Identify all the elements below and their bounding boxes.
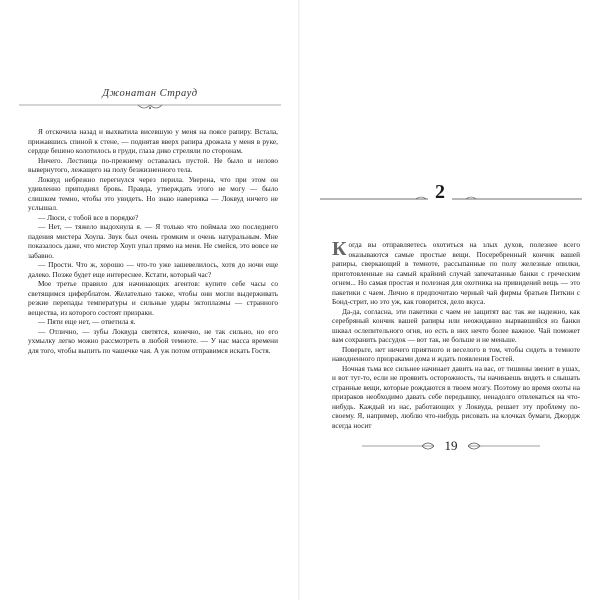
paragraph: Да-да, согласна, эти пакетики с чаем не защитят вас так же надежно, как серебряный кончик вашей рапиры или неожиданно вырвавшийся из банки шквал ослепительного огня, но есть в них нечто более важное. Чай поможет вам сохранить рассудок — вот так, не больше и не меньше. xyxy=(332,306,580,344)
page-number: 19 xyxy=(434,438,468,454)
paragraph: Поверьте, нет ничего приятного и веселого в том, чтобы сидеть в темноте наводненного призраками дома и ждать появления Гостей. xyxy=(332,344,580,363)
paragraph: Ночная тьма все сильнее начинает давить на вас, от тишины звенит в ушах, и вот тут-то, если не проявить осторожность, ты начинаешь видеть и слышать странные вещи, которые рождаются в твоем мозгу. Поэтому во время охоты на призраков необходимо давать себе передышку, ненадолго отвлекаться на что-нибудь. Каждый из нас, работающих у Локвуда, решает эту проблему по-своему. Я, например, люблю что-нибудь рисовать на клочках бумаги, Джордж всегда носит xyxy=(332,363,580,430)
drop-cap: К xyxy=(332,238,347,260)
paragraph: — Нет, — тяжело выдохнула я. — Я только что поймала эхо последнего падения мистера Хоупа. Звук был очень громким и очень натуральным. Мне показалось даже, что мистер Хоуп упал прямо на меня. Не смейся, это вовсе не забавно. xyxy=(28,222,278,260)
paragraph: Локвуд небрежно перегнулся через перила. Уверена, что при этом он удивленно приподнял бровь. Правда, утверждать этого не могу — было слишком темно, чтобы это увидеть. Но знаю наверняка — Локвуд ничего не услышал. xyxy=(28,174,278,212)
chapter-heading xyxy=(320,180,582,210)
left-body-text xyxy=(28,127,278,355)
paragraph: Мое третье правило для начинающих агентов: купите себе часы со светящимся циферблатом. Желательно также, чтобы они могли выдерживать резкие перепады температуры и сильные удары эктоплазмы — странного вещества, из которого состоят призраки. xyxy=(28,279,278,317)
right-body-text xyxy=(332,240,580,430)
paragraph: — Отлично, — зубы Локвуда светятся, конечно, не так сильно, но его ухмылку легко можно рассмотреть в любой темноте. — У нас масса времени для того, чтобы выпить по чашечке чая. А уж потом отправимся искать Гостя. xyxy=(28,326,278,355)
paragraph: — Пяти еще нет, — ответила я. xyxy=(38,317,136,326)
chapter-number: 2 xyxy=(428,180,452,204)
left-page xyxy=(0,0,298,600)
page-number-folio xyxy=(362,438,540,454)
paragraph: Ничего. Лестница по-прежнему оставалась пустой. Не было и нелово вывернутого, лежащего на полу безжизненного тела. xyxy=(28,155,278,174)
header-ornament-icon xyxy=(19,102,281,110)
right-page xyxy=(302,0,600,600)
paragraph: Я отскочила назад и выхватила висевшую у меня на поясе рапиру. Встала, прижавшись спиной к стене, — поднятая вверх рапира дрожала у меня в руке, сердце бешено колотилось в груди, глаза дико стреляли по сторонам. xyxy=(28,127,278,155)
paragraph: — Люси, с тобой все в порядке? xyxy=(38,212,139,222)
running-header xyxy=(10,88,290,110)
paragraph: — Прости. Что ж, хорошо — что-то уже зашевелилось, хотя до ночи еще далеко. Позже будет еще интереснее. Кстати, который час? xyxy=(28,260,278,279)
running-header-title: Джонатан Страуд xyxy=(102,88,198,99)
first-paragraph-text: огда вы отправляетесь охотиться на злых духов, полезнее всего оказываются самые простые вещи. Посеребренный кончик вашей рапиры, сверкающий в темноте, рассыпанные по полу железные опилки, приготовленные на самый крайний случай запечатанные банки с греческим огнем... Но самая простая и полезная для охотника на привидений вещь — это пакетики с чаем. Лично я предпочитаю черный чай фирмы братьев Питкин с Бонд-стрит, но это уж, как говорится, дело вкуса. xyxy=(332,240,580,306)
first-paragraph xyxy=(332,240,580,307)
